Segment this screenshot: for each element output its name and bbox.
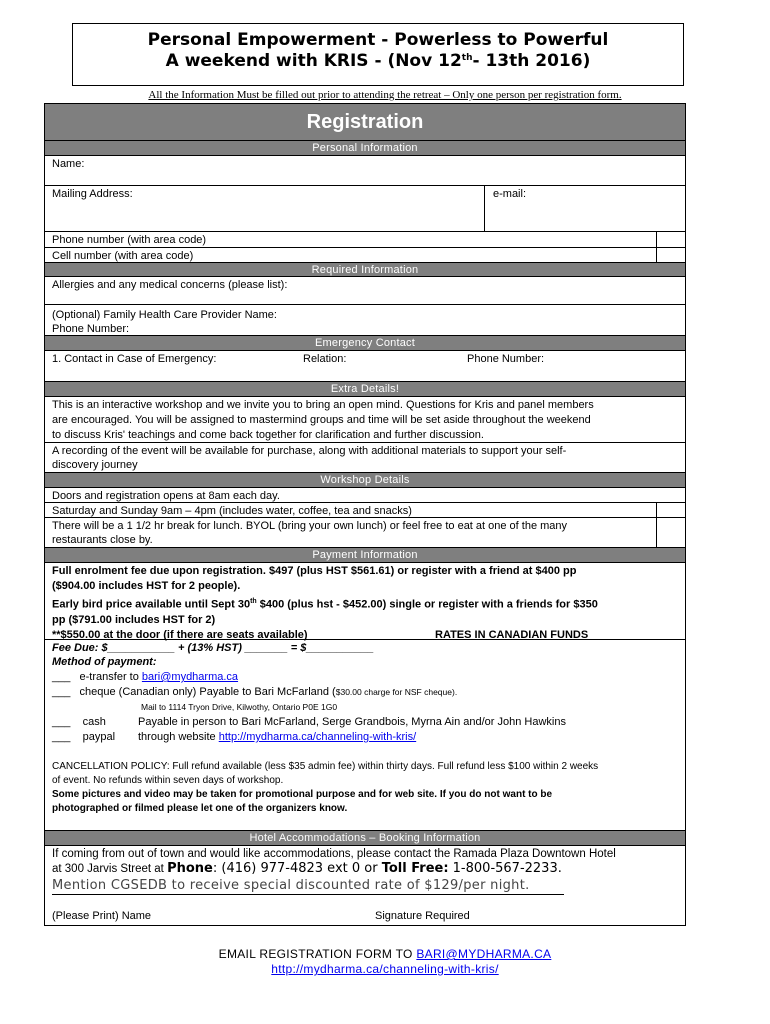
early-bird-price: $400 (plus hst - $452.00) single or register with a friends for $350 xyxy=(256,598,598,611)
extra-details-header: Extra Details! xyxy=(45,382,685,397)
extra-para1-line2: are encouraged. You will be assigned to mastermind groups and time will be set aside throughout the weekend xyxy=(52,414,591,426)
photo-notice xyxy=(52,788,552,816)
door-price: **$550.00 at the door (if there are seats available) xyxy=(52,628,308,641)
early-bird-sup: th xyxy=(250,598,257,605)
paypal-label: paypal xyxy=(82,731,116,743)
signature-row xyxy=(45,898,685,926)
emergency-relation-label: Relation: xyxy=(303,353,347,365)
etransfer-option[interactable] xyxy=(52,670,238,684)
title-line-1: Personal Empowerment - Powerless to Powerful xyxy=(147,30,609,50)
fee-line2: ($904.00 includes HST for 2 people). xyxy=(52,580,241,592)
paypal-through: through website xyxy=(138,731,219,743)
personal-info-header: Personal Information xyxy=(45,141,685,156)
paypal-option[interactable] xyxy=(52,730,115,744)
address-row xyxy=(45,186,685,232)
required-info-header: Required Information xyxy=(45,263,685,277)
extra-details-text xyxy=(45,397,685,443)
name-field[interactable] xyxy=(45,156,685,186)
fee-details xyxy=(45,563,685,640)
cheque-nsf-note: $30.00 charge for NSF cheque xyxy=(335,687,452,697)
title-line-2 xyxy=(73,51,683,72)
emergency-header: Emergency Contact xyxy=(45,336,685,351)
early-bird-line2: pp ($791.00 includes HST for 2) xyxy=(52,613,216,626)
lunch-line2: restaurants close by. xyxy=(52,534,153,546)
etransfer-blank[interactable]: ___ xyxy=(52,671,71,683)
provider-phone-label: Phone Number: xyxy=(52,323,130,335)
paypal-text xyxy=(138,730,416,744)
cash-blank[interactable]: ___ xyxy=(52,716,71,728)
hotel-phone: : (416) 977-4823 ext 0 or xyxy=(212,861,382,876)
cheque-blank[interactable]: ___ xyxy=(52,686,71,698)
workshop-details-header: Workshop Details xyxy=(45,473,685,488)
title-superscript: th xyxy=(461,53,473,63)
footer-email-link[interactable]: BARI@MYDHARMA.CA xyxy=(416,947,552,961)
footer-email-line xyxy=(0,947,770,962)
email-field[interactable] xyxy=(493,187,526,201)
cancel-line1: CANCELLATION POLICY: Full refund available (less $35 admin fee) within thirty days. Full refund less $100 within 2 weeks xyxy=(52,761,599,772)
cancel-line2: of event. No refunds within seven days of workshop. xyxy=(52,775,284,786)
title-line-2-end: - 13th 2016) xyxy=(472,51,591,71)
registration-title: Registration xyxy=(45,104,685,141)
recording-line2: discovery journey xyxy=(52,459,138,471)
hotel-tollfree-label: Toll Free: xyxy=(381,861,449,876)
phone-field[interactable] xyxy=(45,232,685,248)
allergies-label: Allergies and any medical concerns (please list): xyxy=(52,279,288,291)
footer-url-link[interactable]: http://mydharma.ca/channeling-with-kris/ xyxy=(271,962,499,976)
cash-label: cash xyxy=(82,716,106,728)
hotel-promo: Mention CGSEDB to receive special discounted rate of $129/per night. xyxy=(52,879,564,895)
workshop-schedule xyxy=(45,503,685,518)
name-label: Name: xyxy=(52,158,85,170)
workshop-schedule-text: Saturday and Sunday 9am – 4pm (includes water, coffee, tea and snacks) xyxy=(52,505,412,517)
cancellation-policy xyxy=(52,760,598,788)
recording-line1: A recording of the event will be available for purchase, along with additional materials to support your self- xyxy=(52,445,567,457)
cell-field[interactable] xyxy=(45,248,685,263)
instruction-note: All the Information Must be filled out prior to attending the retreat – Only one person per registration form. xyxy=(148,89,622,101)
payment-info-header: Payment Information xyxy=(45,548,685,563)
paypal-url-link[interactable]: http://mydharma.ca/channeling-with-kris/ xyxy=(218,731,417,743)
health-provider-field[interactable] xyxy=(45,305,685,336)
hotel-info xyxy=(45,846,685,898)
paypal-blank[interactable]: ___ xyxy=(52,731,71,743)
cash-option[interactable] xyxy=(52,715,106,729)
workshop-lunch xyxy=(45,518,685,548)
etransfer-label: e-transfer to xyxy=(79,671,142,683)
hotel-line1: If coming from out of town and would like accommodations, please contact the Ramada Plaza Downtown Hotel xyxy=(52,848,616,860)
lunch-line1: There will be a 1 1/2 hr break for lunch. BYOL (bring your own lunch) or feel free to eat at one of the many xyxy=(52,520,568,532)
phone-label: Phone number (with area code) xyxy=(52,234,207,246)
extra-para1-line3: to discuss Kris' teachings and come back together for clarification and further discussion. xyxy=(52,429,484,441)
footer-email-label: EMAIL REGISTRATION FORM TO xyxy=(218,947,417,961)
title-line-2-text: A weekend with KRIS - (Nov 12 xyxy=(165,51,462,71)
cheque-close: ). xyxy=(451,687,458,697)
photo-line2: photographed or filmed please let one of the organizers know. xyxy=(52,803,348,814)
signature-field[interactable]: Signature Required xyxy=(375,910,470,922)
etransfer-email-link[interactable]: bari@mydharma.ca xyxy=(141,671,239,683)
hotel-line2 xyxy=(52,862,562,876)
document-title xyxy=(72,23,684,86)
footer xyxy=(0,947,770,977)
recording-note xyxy=(45,443,685,473)
fee-due-field[interactable]: Fee Due: $___________ + (13% HST) _______ = $___________ xyxy=(52,642,374,654)
emergency-phone-label: Phone Number: xyxy=(467,353,545,365)
mailing-address-field[interactable] xyxy=(52,187,133,201)
payment-method-section xyxy=(45,640,685,831)
early-bird-text: Early bird price available until Sept 30 xyxy=(52,598,251,611)
photo-line1: Some pictures and video may be taken for promotional purpose and for web site. If you do not want to be xyxy=(52,789,553,800)
workshop-doors: Doors and registration opens at 8am each day. xyxy=(45,488,685,503)
method-label: Method of payment: xyxy=(52,656,157,668)
mail-to-address: Mail to 1114 Tryon Drive, Kilwothy, Ontario P0E 1G0 xyxy=(141,702,338,712)
provider-label: (Optional) Family Health Care Provider Name: xyxy=(52,309,277,321)
hotel-header: Hotel Accommodations – Booking Information xyxy=(45,831,685,846)
allergies-field[interactable] xyxy=(45,277,685,305)
cell-label: Cell number (with area code) xyxy=(52,250,194,262)
mailing-address-label: Mailing Address: xyxy=(52,188,133,200)
cheque-option[interactable] xyxy=(52,685,457,699)
emergency-contact-label: 1. Contact in Case of Emergency: xyxy=(52,353,217,365)
rates-note: RATES IN CANADIAN FUNDS xyxy=(435,628,589,641)
fee-line1: Full enrolment fee due upon registration. $497 (plus HST $561.61) or register with a friend at $400 pp xyxy=(52,565,577,577)
hotel-tollfree: 1-800-567-2233. xyxy=(448,861,562,876)
hotel-phone-label: Phone xyxy=(167,861,213,876)
email-label: e-mail: xyxy=(493,188,527,200)
cash-text: Payable in person to Bari McFarland, Serge Grandbois, Myrna Ain and/or John Hawkins xyxy=(138,716,566,728)
print-name-field[interactable]: (Please Print) Name xyxy=(52,910,152,922)
extra-para1-line1: This is an interactive workshop and we invite you to bring an open mind. Questions for Kris and panel members xyxy=(52,399,594,411)
registration-form xyxy=(44,103,686,926)
cheque-label: cheque (Canadian only) Payable to Bari McFarland ( xyxy=(79,686,336,698)
early-bird-line1 xyxy=(52,594,685,613)
hotel-address: at 300 Jarvis Street at xyxy=(52,863,168,875)
emergency-row[interactable] xyxy=(45,351,685,382)
